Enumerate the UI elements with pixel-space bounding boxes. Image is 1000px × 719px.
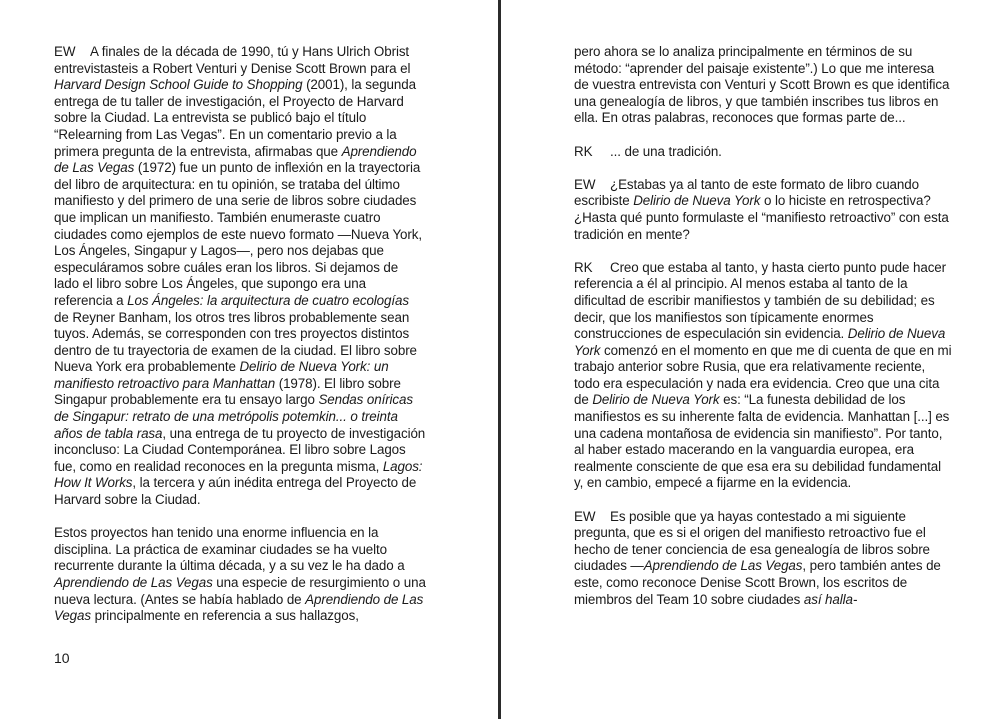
paragraph [574,177,952,243]
text-run: , una entrega de tu proyecto de investigación inconcluso: La Ciudad Contemporánea. El libro sobre Lagos fue, como en realidad reconoces en la pregunta misma, [54,425,426,474]
italic-title: Los Ángeles: la arquitectura de cuatro ecologías [127,292,409,308]
right-page [574,44,952,625]
italic-title: Delirio de Nueva York [633,193,761,209]
paragraph [574,509,952,609]
speaker-initials: EW [574,508,596,524]
text-run: Estos proyectos han tenido una enorme influencia en la disciplina. La práctica de examinar ciudades se ha vuelto recurrente durante la última década, y a su vez le ha dado a [54,525,405,574]
paragraph [574,260,952,492]
italic-title: Harvard Design School Guide to Shopping [54,77,303,93]
text-run: Es posible que ya hayas contestado a mi siguiente pregunta, que es si el origen del manifiesto retroactivo fue el hecho de tener conciencia de esa genealogía de libros sobre ciudades — [574,508,930,574]
text-run: , la tercera y aún inédita entrega del Proyecto de Harvard sobre la Ciudad. [54,475,417,508]
text-run: es: “La funesta debilidad de los manifiestos es su inherente falta de evidencia. Manhattan [...] es una cadena montañosa de evidencia sin manifiesto”. Por tanto, al haber estado macerando en la vanguardia europea, era realmente consciente de que esa era su debilidad fundamental y, en cambio, empecé a fijarme en la evidencia. [574,392,950,491]
text-run: (1978). El libro sobre Singapur probablemente era tu ensayo largo [54,375,401,408]
text-run: principalmente en referencia a sus hallazgos, [90,608,359,624]
speaker-initials: EW [574,176,596,192]
italic-title: Lagos: How It Works [54,458,423,491]
paragraph [574,144,952,161]
italic-title: Aprendiendo de Las Vegas [54,575,213,590]
text-run: A finales de la década de 1990, tú y Hans Ulrich Obrist entrevistasteis a Robert Venturi y Denise Scott Brown para el [54,44,411,76]
text-run: comenzó en el momento en que me di cuenta de que en mi trabajo anterior sobre Rusia, que era relativamente reciente, todo era especulación y nada era evidencia. Creo que una cita de [574,342,952,408]
text-run: (1972) fue un punto de inflexión en la trayectoria del libro de arquitectura: en tu opinión, se trataba del último manifiesto y del primero de una serie de libros sobre ciudades que implican un manifiesto. También enumeraste cuatro ciudades como ejemplos de este nuevo formato —Nueva York, Los Ángeles, Singapur y Lagos—, pero nos dejabas que especuláramos sobre cuáles eran los libros. Si dejamos de lado el libro sobre Los Ángeles, que supongo era una referencia a [54,160,422,308]
text-run: ... de una tradición. [610,143,722,159]
italic-title: Aprendiendo de Las Vegas [643,558,803,574]
speaker-initials: RK [574,143,593,159]
text-run: una especie de resurgimiento o una nueva lectura. (Antes se había hablado de [54,575,426,607]
italic-title: Delirio de Nueva York [574,326,946,358]
left-page [54,44,426,641]
text-run: , pero también antes de este, como reconoce Denise Scott Brown, los escritos de miembros del Team 10 sobre ciudades [574,558,941,607]
text-run: ¿Estabas ya al tanto de este formato de libro cuando escribiste [574,176,919,209]
page-gutter [498,0,501,719]
italic-title: Aprendiendo de Las Vegas [54,143,417,176]
text-run: Creo que estaba al tanto, y hasta cierto punto pude hacer referencia a él al principio. Al menos estaba al tanto de la dificultad de escribir manifiestos y también de su debilidad; es decir, que los manifiestos son típicamente enormes construcciones de especulación sin evidencia. [574,259,946,342]
paragraph [54,44,426,509]
speaker-initials: EW [54,44,76,59]
italic-title: Sendas oníricas de Singapur: retrato de una metrópolis potemkin... o treinta años de tabla rasa [54,392,413,441]
paragraph [574,44,952,127]
speaker-initials: RK [574,259,593,275]
text-run: (2001), la segunda entrega de tu taller de investigación, el Proyecto de Harvard sobre la Ciudad. La entrevista se publicó bajo el título “Relearning from Las Vegas”. En un comentario previo a la primera pregunta de la entrevista, afirmabas que [54,77,416,159]
italic-title: Delirio de Nueva York: un manifiesto retroactivo para Manhattan [54,359,389,391]
italic-title: así halla- [803,591,858,607]
text-run: o lo hiciste en retrospectiva? ¿Hasta qué punto formulaste el “manifiesto retroactivo” con esta tradición en mente? [574,193,949,242]
paragraph [54,525,426,625]
page-number: 10 [54,650,70,666]
italic-title: Aprendiendo de Las Vegas [54,591,424,624]
text-run: de Reyner Banham, los otros tres libros probablemente sean tuyos. Además, se corresponden con tres proyectos distintos dentro de tu trayectoria de examen de la ciudad. El libro sobre Nueva York era probablemente [54,309,417,375]
italic-title: Delirio de Nueva York [592,392,720,408]
text-run: pero ahora se lo analiza principalmente en términos de su método: “aprender del paisaje existente”.) Lo que me interesa de vuestra entrevista con Venturi y Scott Brown es que identifica una genealogía de libros, y que también inscribes tus libros en ella. En otras palabras, reconoces que formas parte de... [574,44,950,126]
